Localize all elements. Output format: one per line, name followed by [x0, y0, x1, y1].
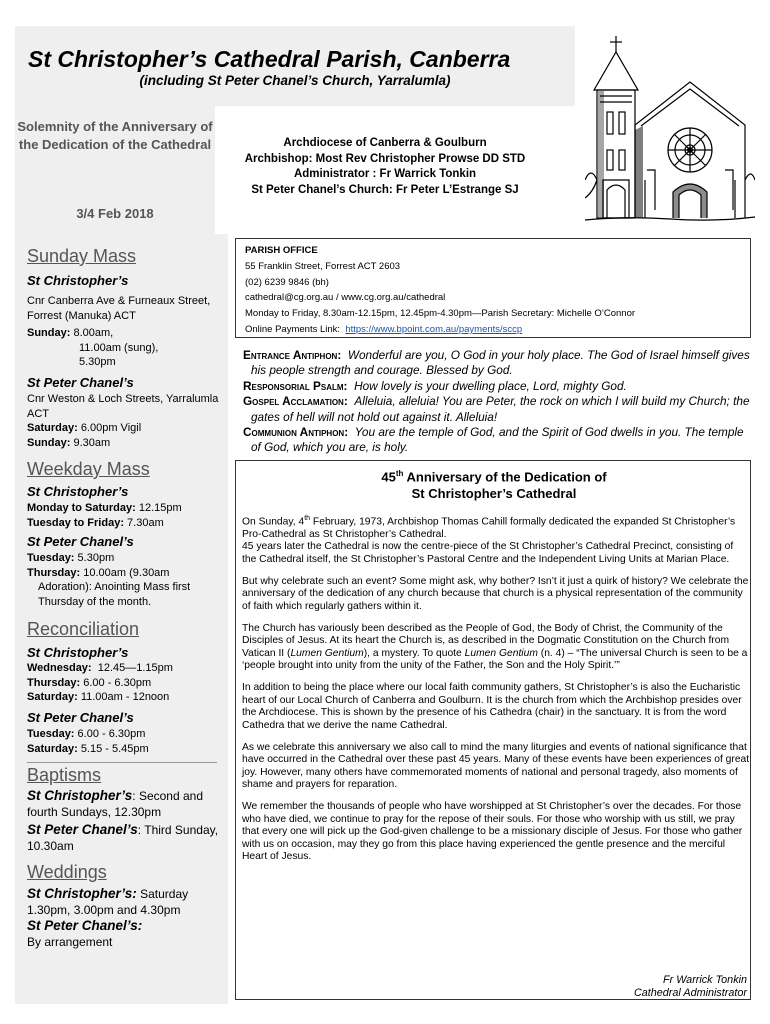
wednesday-label: Wednesday:: [27, 662, 92, 674]
cathedral-sketch-image: [585, 30, 755, 226]
entrance-label: Entrance Antiphon:: [243, 348, 342, 362]
gospel-label: Gospel Acclamation:: [243, 394, 348, 409]
occasion-box: [15, 106, 215, 234]
mass-antiphons: [243, 348, 753, 456]
payments-link[interactable]: https://www.bpoint.com.au/payments/sccp: [345, 323, 523, 335]
article-paragraph-4: In addition to being the place where our local faith community gathers, St Christopher’s is also the Eucharistic heart of our Local Church of Canberra and Goulburn. It is the church from which the Archbishop presides over the Archdiocese. This is shown by the presence of his Cathedra (chair) in the sanctuary. It is from the word Cathedra that we derive the name Cathedral.: [242, 682, 742, 731]
saturday-recon-time: 11.00am - 12noon: [80, 691, 170, 703]
thursday-time: 10.00am (9.30am: [83, 566, 170, 579]
reconciliation-st-christophers: St Christopher’s: [27, 645, 129, 660]
communion-label: Communion Antiphon:: [243, 425, 349, 440]
weekday-st-christophers-times: [27, 501, 223, 530]
diocese-info: [215, 136, 555, 198]
article-body: [242, 513, 750, 873]
reconciliation-heading: Reconciliation: [27, 619, 140, 639]
parish-office-box: [235, 238, 751, 338]
saturday-chanel-recon-time: 5.15 - 5.45pm: [80, 742, 149, 755]
wednesday-time: 12.45—1.15pm: [97, 662, 173, 674]
tuesday-label: Tuesday:: [27, 552, 75, 564]
p3-a: The Church has variously been described as the People of God, the Body of Christ, the Community of the Disciples of Jesus. At its heart the Church is, as described in the Dogmatic Constitution on the Church from Vatican II (: [242, 622, 730, 659]
entrance-text: Wonderful are you, O God in your holy place. The God of Israel himself gives his people strength and courage. Blessed by God.: [251, 348, 750, 378]
article-signature: [634, 974, 747, 1000]
p1-second-line: 45 years later the Cathedral is now the centre-piece of the St Christopher’s Cathedral Precinct, consisting of the Cathedral itself, the St Christopher’s Pastoral Centre and the Independent Living Units at Marian Place.: [242, 541, 734, 565]
saturday-vigil-time: 6.00pm Vigil: [80, 422, 142, 434]
administrator-line: Administrator : Fr Warrick Tonkin: [293, 168, 477, 180]
sunday-label: Sunday:: [27, 436, 71, 449]
weekday-mass-heading: Weekday Mass: [27, 459, 150, 479]
section-divider: [27, 762, 217, 763]
sunday-day-label: Sunday:: [27, 327, 71, 339]
entrance-antiphon: [243, 348, 753, 379]
baptisms-st-peter-chanels: [27, 822, 223, 854]
article-paragraph-5: As we celebrate this anniversary we also call to mind the many liturgies and events of national significance that have occurred in the Cathedral over these past 45 years. Many of these events have been experiences of great joy. However, many others have commemorated moments of national and personal tragedy, also moments of shame and prayers for reparation.: [242, 741, 750, 791]
p3-italic-2: Lumen Gentium: [464, 647, 538, 659]
office-phone: (02) 6239 9846 (bh): [245, 276, 329, 288]
psalm-text: How lovely is your dwelling place, Lord, mighty God.: [354, 378, 627, 393]
p3-c: (n. 4) – “The universal Church is seen to be a ‘people brought into unity from the unity of the Father, the Son and the Holy Spirit.’”: [242, 647, 748, 672]
communion-antiphon: [243, 425, 753, 456]
online-payments: [245, 322, 750, 338]
saturday-chanel-recon-label: Saturday:: [27, 742, 78, 755]
sunday-st-peter-chanels: St Peter Chanel’s: [27, 375, 134, 390]
article-paragraph-6: We remember the thousands of people who have worshipped at St Christopher’s over the decades. For those who have died, we continue to pray for the repose of their souls. For those who worship with us still, we pray that every one will pick up the God-given challenge to be a missionary disciple of Jesus. For those who gather with us on occasion, may they go from this place having experienced the gentle presence and the merciful Heart of Jesus.: [242, 801, 743, 863]
article-title: [236, 466, 752, 502]
thursday-recon-label: Thursday:: [27, 676, 81, 689]
baptisms-heading: Baptisms: [27, 765, 102, 785]
gospel-acclamation: [243, 394, 753, 425]
sunday-st-christophers-times: [27, 326, 223, 370]
tue-fri-label: Tuesday to Friday:: [27, 516, 124, 529]
sunday-chanel-time: 9.30am: [73, 436, 111, 449]
baptisms-c2-name: St Peter Chanel’s: [27, 822, 138, 837]
gospel-text: Alleluia, alleluia! You are Peter, the rock on which I will build my Church; the gates of hell will not hold out against it. Alleluia!: [251, 394, 750, 424]
weddings-c1-text: Saturday 1.30pm, 3.00pm and 4.30pm: [27, 887, 189, 917]
office-hours: Monday to Friday, 8.30am-12.15pm, 12.45pm-4.30pm—Parish Secretary: Michelle O’Connor: [245, 308, 636, 320]
article-paragraph-1: [242, 513, 750, 566]
title-rest: Anniversary of the Dedication of: [403, 469, 607, 485]
parish-title: St Christopher’s Cathedral Parish, Canberra: [28, 46, 511, 72]
p1-ordinal: th: [304, 515, 311, 522]
weekday-st-peter-chanels-times: [27, 551, 223, 609]
baptisms-c1-text: : Second and fourth Sundays, 12.30pm: [27, 789, 204, 819]
signature-name: Fr Warrick Tonkin: [663, 974, 747, 986]
occasion-date: 3/4 Feb 2018: [76, 206, 154, 221]
anniversary-article: [235, 460, 751, 1000]
p1-rest: February, 1973, Archbishop Thomas Cahill formally dedicated the expanded St Christopher’s Pro-Cathedral as St Christopher’s Cathedral.: [242, 516, 736, 540]
title-number: 45: [381, 469, 396, 485]
sunday-time-3: 5.30pm: [79, 356, 116, 368]
office-address: 55 Franklin Street, Forrest ACT 2603: [245, 260, 401, 272]
sunday-mass-heading: Sunday Mass: [27, 246, 137, 266]
weddings-st-christophers: [27, 886, 223, 918]
office-email-web: cathedral@cg.org.au / www.cg.org.au/cathedral: [245, 292, 446, 304]
title-ordinal: th: [395, 469, 404, 478]
sunday-st-christophers-address: Cnr Canberra Ave & Furneaux Street, Forrest (Manuka) ACT: [27, 295, 211, 322]
archdiocese-line: Archdiocese of Canberra & Goulburn: [283, 137, 487, 149]
masthead: [15, 26, 575, 106]
article-paragraph-2: But why celebrate such an event? Some might ask, why bother? Isn’t it just a quirk of history? We celebrate the anniversary of the dedication of any church because that church is a physical representation of the community of faith which regularly gathers within it.: [242, 575, 749, 612]
archbishop-line: Archbishop: Most Rev Christopher Prowse DD STD: [244, 152, 526, 165]
article-paragraph-3: [242, 623, 750, 673]
tue-fri-time: 7.30am: [127, 516, 164, 529]
parish-office-heading: PARISH OFFICE: [245, 245, 318, 256]
sunday-time-1: 8.00am,: [73, 327, 114, 339]
sunday-st-peter-chanels-times: [27, 421, 223, 450]
weekday-st-peter-chanels: St Peter Chanel’s: [27, 534, 134, 549]
weddings-c2-text: By arrangement: [27, 935, 113, 949]
baptisms-st-christophers: [27, 788, 223, 820]
mass-times-sidebar: [15, 234, 228, 1004]
baptisms-c2-text: : Third Sunday, 10.30am: [27, 823, 219, 853]
sunday-time-2: 11.00am (sung),: [79, 341, 159, 354]
weddings-st-peter-chanels: [27, 918, 223, 950]
mon-sat-label: Monday to Saturday:: [27, 502, 136, 514]
responsorial-psalm: [243, 379, 753, 394]
psalm-label: Responsorial Psalm:: [243, 378, 348, 393]
thursday-recon-time: 6.00 - 6.30pm: [83, 676, 152, 689]
weddings-c2-name: St Peter Chanel’s:: [27, 918, 143, 933]
tuesday-recon-time: 6.00 - 6.30pm: [77, 728, 146, 740]
signature-role: Cathedral Administrator: [633, 987, 747, 999]
tuesday-time: 5.30pm: [77, 552, 115, 564]
weekday-st-christophers: St Christopher’s: [27, 484, 129, 499]
thursday-label: Thursday:: [27, 566, 81, 579]
weddings-c1-name: St Christopher’s:: [27, 886, 137, 901]
reconciliation-st-peter-chanels-times: [27, 727, 223, 756]
reconciliation-st-peter-chanels: St Peter Chanel’s: [27, 710, 134, 725]
reconciliation-st-christophers-times: [27, 661, 223, 705]
chanel-priest-line: St Peter Chanel’s Church: Fr Peter L’Estrange SJ: [251, 183, 519, 196]
mon-sat-time: 12.15pm: [138, 502, 182, 514]
p3-b: ), a mystery. To quote: [363, 647, 465, 659]
p1-start: On Sunday, 4: [242, 516, 305, 528]
p3-italic-1: Lumen Gentium: [290, 647, 364, 659]
parish-subtitle: (including St Peter Chanel’s Church, Yarralumla): [139, 73, 451, 88]
thursday-note: Adoration): Anointing Mass first Thursday of the month.: [38, 581, 191, 608]
saturday-label: Saturday:: [27, 422, 78, 434]
saturday-recon-label: Saturday:: [27, 691, 78, 703]
payments-label: Online Payments Link:: [245, 323, 341, 335]
communion-text: You are the temple of God, and the Spirit of God dwells in you. The temple of God, which you are, is holy.: [251, 425, 744, 455]
weddings-heading: Weddings: [27, 862, 107, 882]
occasion-title: Solemnity of the Anniversary of the Dedication of the Cathedral: [17, 119, 213, 152]
baptisms-c1-name: St Christopher’s: [27, 788, 133, 803]
sunday-st-christophers: St Christopher’s: [27, 273, 129, 288]
tuesday-recon-label: Tuesday:: [27, 728, 75, 740]
title-line-2: St Christopher’s Cathedral: [411, 485, 577, 501]
sunday-st-peter-chanels-address: Cnr Weston & Loch Streets, Yarralumla ACT: [27, 393, 219, 420]
